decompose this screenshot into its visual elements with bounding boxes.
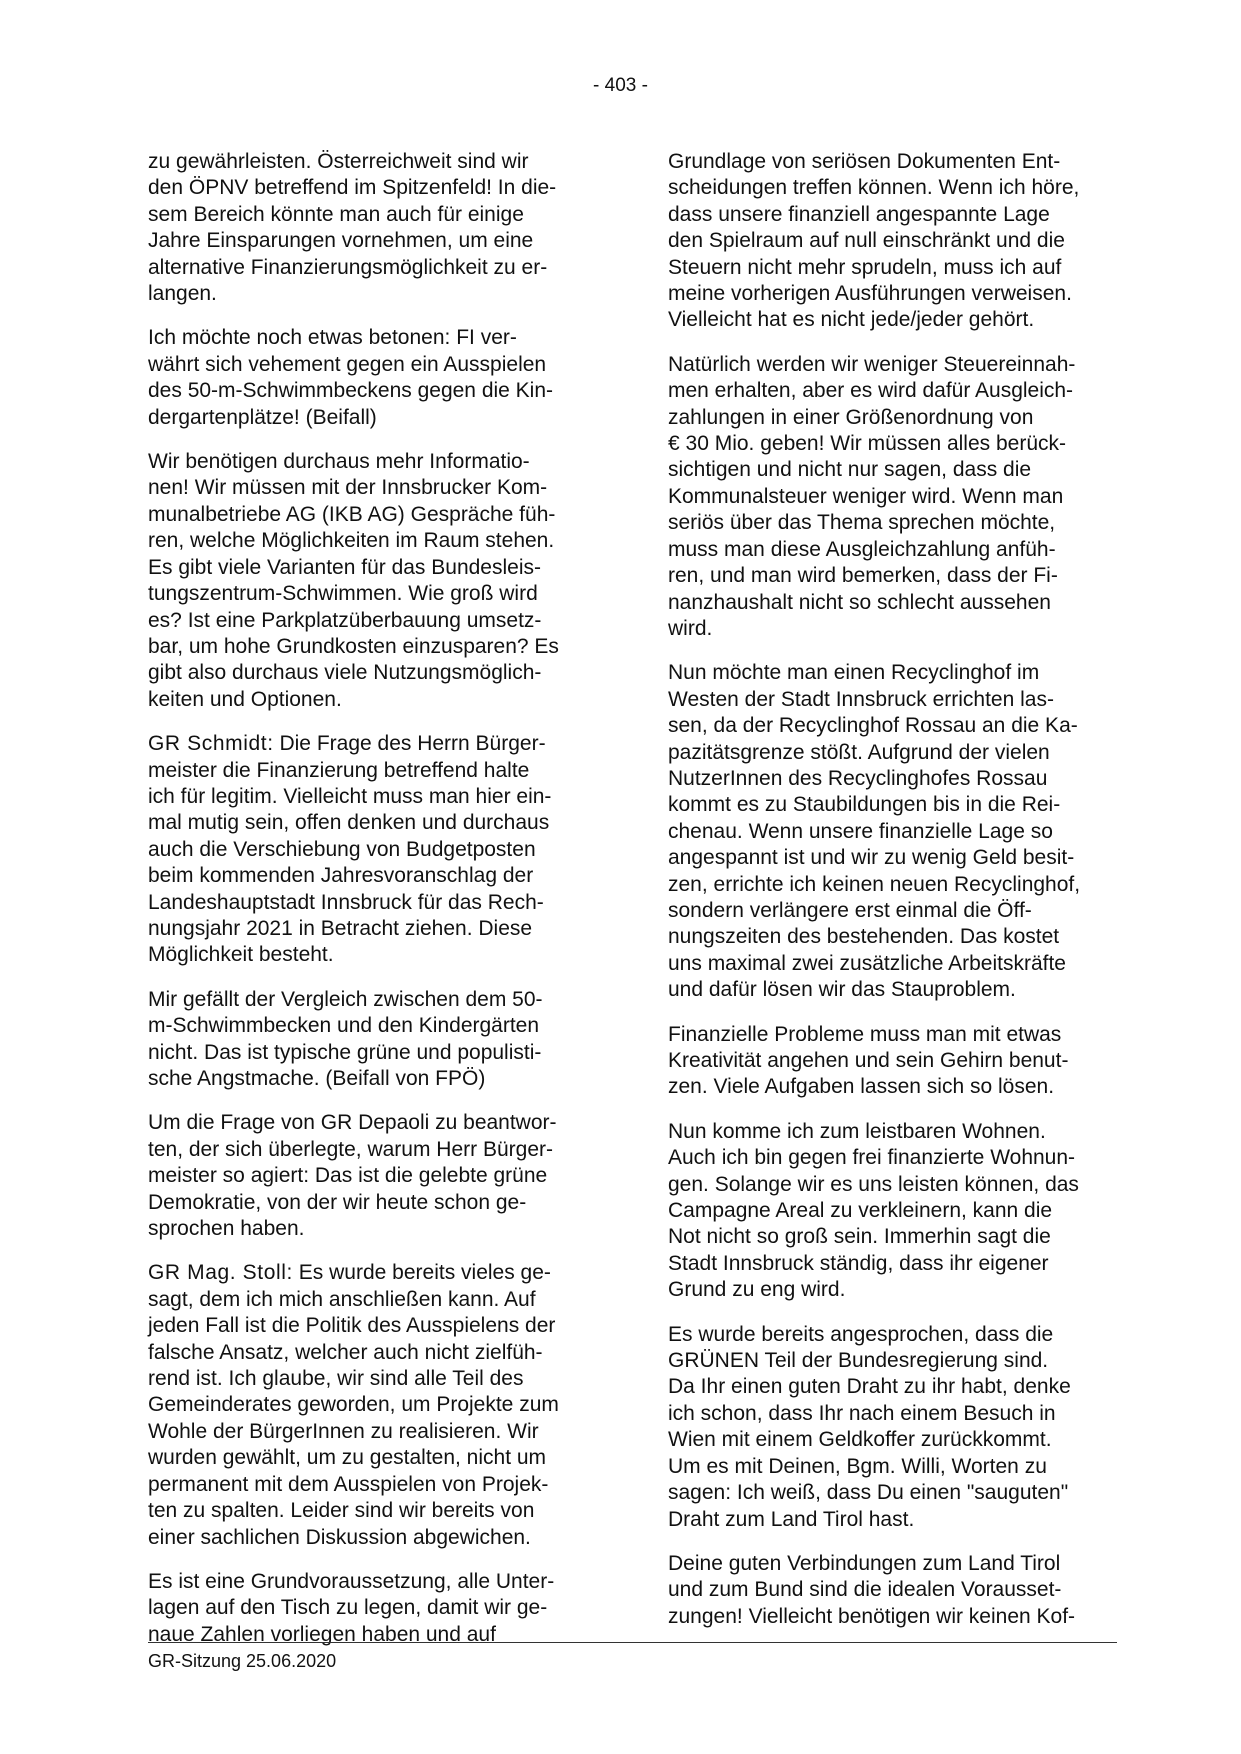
- text-line: zu gewährleisten. Österreichweit sind wir: [148, 150, 529, 173]
- text-line: meister so agiert: Das ist die gelebte grüne: [148, 1164, 548, 1188]
- text-line: angespannt ist und wir zu wenig Geld besit-: [668, 846, 1075, 870]
- text-line: ich schon, dass Ihr nach einem Besuch in: [668, 1401, 1056, 1425]
- paragraph: [148, 1260, 600, 1550]
- text-line: den ÖPNV betreffend im Spitzenfeld! In die-: [148, 176, 557, 200]
- text-line: auch die Verschiebung von Budgetposten: [148, 837, 536, 861]
- text-line: NutzerInnen des Recyclinghofes Rossau: [668, 766, 1048, 790]
- text-line: wurden gewählt, um zu gestalten, nicht um: [148, 1446, 547, 1470]
- text-line: Jahre Einsparungen vornehmen, um eine: [148, 229, 534, 253]
- text-line: Vielleicht hat es nicht jede/jeder gehört.: [668, 308, 1035, 332]
- text-line: ren, und man wird bemerken, dass der Fi-: [668, 564, 1058, 588]
- text-line: Grundlage von seriösen Dokumenten Ent-: [668, 150, 1061, 173]
- text-line: Um es mit Deinen, Bgm. Willi, Worten zu: [668, 1454, 1047, 1478]
- page-number: - 403 -: [593, 75, 648, 96]
- text-line: Es wurde bereits vieles ge-: [292, 1261, 551, 1285]
- left-column: [148, 149, 600, 1666]
- text-line: Die Frage des Herrn Bürger-: [273, 732, 546, 756]
- text-line: sem Bereich könnte man auch für einige: [148, 202, 524, 226]
- text-line: dergartenplätze! (Beifall): [148, 405, 377, 429]
- text-line: uns maximal zwei zusätzliche Arbeitskräfte: [668, 951, 1066, 975]
- text-line: rend ist. Ich glaube, wir sind alle Teil des: [148, 1367, 524, 1391]
- text-line: Es gibt viele Varianten für das Bundesleis-: [148, 555, 541, 579]
- text-line: sagt, dem ich mich anschließen kann. Auf: [148, 1287, 536, 1311]
- text-line: Demokratie, von der wir heute schon ge-: [148, 1190, 527, 1214]
- text-line: falsche Ansatz, welcher auch nicht zielfüh-: [148, 1340, 543, 1364]
- text-line: Nun komme ich zum leistbaren Wohnen.: [668, 1119, 1046, 1143]
- text-line: es? Ist eine Parkplatzüberbauung umsetz-: [148, 608, 542, 632]
- text-line: sondern verlängere erst einmal die Öff-: [668, 898, 1032, 922]
- paragraph: [148, 149, 600, 307]
- text-line: zungen! Vielleicht benötigen wir keinen Kof-: [668, 1604, 1076, 1628]
- text-line: lagen auf den Tisch zu legen, damit wir ge-: [148, 1596, 548, 1620]
- text-line: m-Schwimmbecken und den Kindergärten: [148, 1014, 540, 1038]
- text-line: zen. Viele Aufgaben lassen sich so lösen.: [668, 1075, 1055, 1099]
- text-line: Finanzielle Probleme muss man mit etwas: [668, 1022, 1062, 1046]
- text-line: munalbetriebe AG (IKB AG) Gespräche füh-: [148, 502, 556, 526]
- text-line: € 30 Mio. geben! Wir müssen alles berück-: [668, 432, 1067, 456]
- text-line: Auch ich bin gegen frei finanzierte Wohnun-: [668, 1146, 1076, 1170]
- paragraph: [148, 731, 600, 969]
- text-line: chenau. Wenn unsere finanzielle Lage so: [668, 819, 1053, 843]
- speaker-name: GR Mag. Stoll:: [148, 1261, 293, 1285]
- paragraph: [148, 987, 600, 1093]
- paragraph: [668, 352, 1120, 642]
- text-line: jeden Fall ist die Politik des Ausspielens der: [148, 1314, 556, 1338]
- paragraph: [668, 1119, 1120, 1304]
- paragraph: [148, 325, 600, 431]
- right-column: [668, 149, 1120, 1648]
- footer-divider: [148, 1642, 1117, 1643]
- text-line: keiten und Optionen.: [148, 687, 342, 711]
- speaker-name: GR Schmidt:: [148, 732, 274, 756]
- text-line: beim kommenden Jahresvoranschlag der: [148, 864, 534, 888]
- paragraph: [148, 1569, 600, 1648]
- paragraph: [148, 449, 600, 713]
- paragraph: [668, 1322, 1120, 1533]
- paragraph: [668, 1022, 1120, 1101]
- text-line: nungszeiten des bestehenden. Das kostet: [668, 925, 1060, 949]
- text-line: sagen: Ich weiß, dass Du einen "sauguten": [668, 1481, 1069, 1505]
- text-line: zahlungen in einer Größenordnung von: [668, 405, 1034, 429]
- text-line: Es ist eine Grundvoraussetzung, alle Unter-: [148, 1569, 555, 1593]
- text-line: Wien mit einem Geldkoffer zurückkommt.: [668, 1428, 1052, 1452]
- text-line: Campagne Areal zu verkleinern, kann die: [668, 1199, 1053, 1223]
- text-line: Da Ihr einen guten Draht zu ihr habt, denke: [668, 1375, 1071, 1399]
- text-line: meister die Finanzierung betreffend halte: [148, 758, 530, 782]
- footer-session-date: GR-Sitzung 25.06.2020: [148, 1651, 337, 1671]
- text-line: Stadt Innsbruck ständig, dass ihr eigener: [668, 1251, 1049, 1275]
- text-line: pazitätsgrenze stößt. Aufgrund der vielen: [668, 740, 1050, 764]
- text-line: sichtigen und nicht nur sagen, dass die: [668, 458, 1032, 482]
- text-line: nen! Wir müssen mit der Innsbrucker Kom-: [148, 476, 548, 500]
- text-line: scheidungen treffen können. Wenn ich höre,: [668, 176, 1080, 200]
- text-line: langen.: [148, 282, 217, 306]
- text-line: zen, errichte ich keinen neuen Recyclinghof,: [668, 872, 1081, 896]
- text-line: einer sachlichen Diskussion abgewichen.: [148, 1525, 531, 1549]
- text-line: Landeshauptstadt Innsbruck für das Rech-: [148, 890, 544, 914]
- text-line: Mir gefällt der Vergleich zwischen dem 50-: [148, 987, 543, 1011]
- text-line: seriös über das Thema sprechen möchte,: [668, 511, 1056, 535]
- text-line: Steuern nicht mehr sprudeln, muss ich auf: [668, 255, 1062, 279]
- text-line: Deine guten Verbindungen zum Land Tirol: [668, 1551, 1061, 1575]
- text-line: nicht. Das ist typische grüne und populisti-: [148, 1040, 542, 1064]
- text-line: tungszentrum-Schwimmen. Wie groß wird: [148, 582, 538, 606]
- text-line: wird.: [668, 616, 713, 640]
- text-line: nungsjahr 2021 in Betracht ziehen. Diese: [148, 916, 533, 940]
- text-line: Kreativität angehen und sein Gehirn benut-: [668, 1049, 1069, 1072]
- text-line: Um die Frage von GR Depaoli zu beantwor-: [148, 1111, 557, 1135]
- text-line: ten, der sich überlegte, warum Herr Bürger-: [148, 1137, 553, 1161]
- text-line: permanent mit dem Ausspielen von Projek-: [148, 1472, 549, 1496]
- text-line: Draht zum Land Tirol hast.: [668, 1507, 915, 1531]
- paragraph: [668, 149, 1120, 334]
- text-line: Kommunalsteuer weniger wird. Wenn man: [668, 484, 1064, 508]
- text-line: Grund zu eng wird.: [668, 1278, 846, 1302]
- text-line: gen. Solange wir es uns leisten können, das: [668, 1172, 1079, 1196]
- text-line: währt sich vehement gegen ein Ausspielen: [148, 352, 547, 376]
- text-line: nanzhaushalt nicht so schlecht aussehen: [668, 590, 1051, 614]
- text-line: Wohle der BürgerInnen zu realisieren. Wir: [148, 1419, 539, 1443]
- text-line: mal mutig sein, offen denken und durchaus: [148, 811, 550, 835]
- text-line: men erhalten, aber es wird dafür Ausgleich-: [668, 379, 1074, 403]
- text-line: ren, welche Möglichkeiten im Raum stehen.: [148, 529, 555, 553]
- text-line: meine vorherigen Ausführungen verweisen.: [668, 282, 1072, 306]
- text-line: ten zu spalten. Leider sind wir bereits von: [148, 1499, 535, 1523]
- text-line: sen, da der Recyclinghof Rossau an die Ka-: [668, 714, 1078, 738]
- paragraph: [668, 660, 1120, 1003]
- text-line: Wir benötigen durchaus mehr Informatio-: [148, 450, 530, 474]
- text-line: Ich möchte noch etwas betonen: FI ver-: [148, 326, 517, 350]
- text-line: alternative Finanzierungsmöglichkeit zu er-: [148, 255, 548, 279]
- text-line: kommt es zu Staubildungen bis in die Rei-: [668, 793, 1061, 817]
- text-line: GRÜNEN Teil der Bundesregierung sind.: [668, 1349, 1049, 1373]
- text-line: Westen der Stadt Innsbruck errichten las-: [668, 687, 1054, 711]
- text-line: sprochen haben.: [148, 1217, 305, 1241]
- text-line: naue Zahlen vorliegen haben und auf: [148, 1622, 496, 1646]
- text-line: den Spielraum auf null einschränkt und die: [668, 229, 1065, 253]
- text-line: Möglichkeit besteht.: [148, 943, 334, 967]
- text-line: dass unsere finanziell angespannte Lage: [668, 202, 1050, 226]
- text-line: muss man diese Ausgleichzahlung anfüh-: [668, 537, 1056, 561]
- text-line: sche Angstmache. (Beifall von FPÖ): [148, 1067, 486, 1090]
- text-line: ich für legitim. Vielleicht muss man hier ein-: [148, 784, 552, 808]
- text-line: und zum Bund sind die idealen Vorausset-: [668, 1578, 1062, 1602]
- text-line: bar, um hohe Grundkosten einzusparen? Es: [148, 634, 559, 658]
- text-line: und dafür lösen wir das Stauproblem.: [668, 978, 1016, 1002]
- text-line: Not nicht so groß sein. Immerhin sagt die: [668, 1225, 1051, 1249]
- text-line: Es wurde bereits angesprochen, dass die: [668, 1322, 1054, 1346]
- text-line: Gemeinderates geworden, um Projekte zum: [148, 1393, 559, 1417]
- text-line: Natürlich werden wir weniger Steuereinnah-: [668, 352, 1076, 376]
- text-line: gibt also durchaus viele Nutzungsmöglich-: [148, 661, 542, 685]
- text-line: des 50-m-Schwimmbeckens gegen die Kin-: [148, 379, 554, 403]
- paragraph: [148, 1110, 600, 1242]
- text-line: Nun möchte man einen Recyclinghof im: [668, 661, 1040, 685]
- paragraph: [668, 1551, 1120, 1630]
